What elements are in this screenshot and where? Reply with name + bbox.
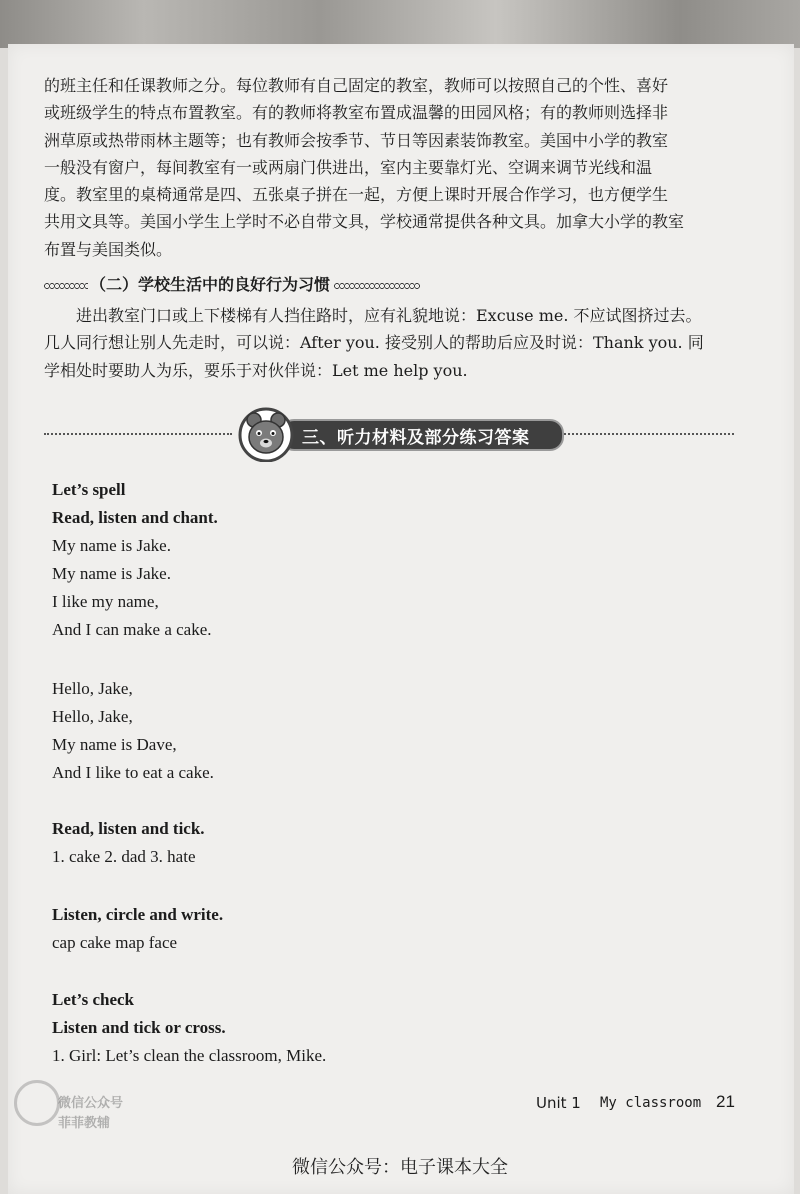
section-banner — [44, 406, 734, 462]
watermark-stamp — [10, 1074, 142, 1138]
lets-spell-heading: Let’s spell — [52, 480, 126, 499]
section-two-line: 学相处时要助人为乐，要乐于对伙伴说：Let me help you. — [44, 360, 468, 380]
chant-line: I like my name, — [52, 592, 159, 611]
top-page-edge — [0, 0, 800, 48]
watermark-circle-icon — [14, 1080, 60, 1126]
intro-line: 或班级学生的特点布置教室。有的教师将教室布置成温馨的田园风格；有的教师则选择非 — [44, 103, 669, 123]
chant-line: And I can make a cake. — [52, 620, 212, 639]
check-line: 1. Girl: Let’s clean the classroom, Mike. — [52, 1046, 327, 1065]
tick-answer: 1. cake 2. dad 3. hate — [52, 847, 196, 866]
chant-heading: Read, listen and chant. — [52, 508, 218, 527]
chant-line: Hello, Jake, — [52, 679, 133, 698]
bottom-caption: 微信公众号：电子课本大全 — [292, 1157, 508, 1178]
page-number: 21 — [716, 1092, 735, 1111]
section-heading — [44, 272, 420, 295]
check-subheading: Listen and tick or cross. — [52, 1018, 226, 1037]
wavy-divider-icon — [334, 282, 420, 290]
intro-line: 布置与美国类似。 — [44, 239, 173, 259]
section-two-paragraph — [44, 302, 746, 384]
circle-answer: cap cake map face — [52, 933, 178, 952]
footer-unit: Unit 1 — [536, 1094, 581, 1112]
lets-check-heading: Let’s check — [52, 990, 134, 1009]
section-two-line: 进出教室门口或上下楼梯有人挡住路时，应有礼貌地说：Excuse me. 不应试图挤过去。 — [44, 306, 702, 325]
chant-line: My name is Jake. — [52, 536, 171, 555]
chant-line: My name is Jake. — [52, 564, 171, 583]
circle-heading: Listen, circle and write. — [52, 905, 224, 924]
watermark-line2: 菲菲教辅 — [58, 1116, 111, 1131]
chant-line: And I like to eat a cake. — [52, 763, 214, 782]
intro-line: 的班主任和任课教师之分。每位教师有自己固定的教室，教师可以按照自己的个性、喜好 — [44, 76, 669, 95]
section-two-line: 几人同行想让别人先走时，可以说：After you. 接受别人的帮助后应及时说：Thank you. 同 — [44, 333, 704, 353]
intro-line: 度。教室里的桌椅通常是四、五张桌子拼在一起，方便上课时开展合作学习，也方便学生 — [44, 185, 669, 205]
intro-line: 共用文具等。美国小学生上学时不必自带文具，学校通常提供各种文具。加拿大小学的教室 — [44, 212, 685, 232]
intro-paragraph — [44, 72, 746, 263]
watermark-line1: 微信公众号 — [58, 1096, 124, 1111]
banner-title: 三、听力材料及部分练习答案 — [302, 428, 530, 448]
dotted-rule — [564, 433, 734, 435]
wavy-divider-icon — [44, 282, 88, 290]
bear-icon — [234, 406, 298, 462]
chant-line: Hello, Jake, — [52, 707, 133, 726]
footer-unit-title: My classroom — [600, 1095, 702, 1111]
tick-heading: Read, listen and tick. — [52, 819, 205, 838]
chant-line: My name is Dave, — [52, 735, 177, 754]
dotted-rule — [44, 433, 232, 435]
intro-line: 洲草原或热带雨林主题等；也有教师会按季节、节日等因素装饰教室。美国中小学的教室 — [44, 130, 669, 150]
intro-line: 一般没有窗户，每间教室有一或两扇门供进出，室内主要靠灯光、空调来调节光线和温 — [44, 157, 653, 177]
section-heading-text: （二）学校生活中的良好行为习惯 — [90, 275, 331, 294]
